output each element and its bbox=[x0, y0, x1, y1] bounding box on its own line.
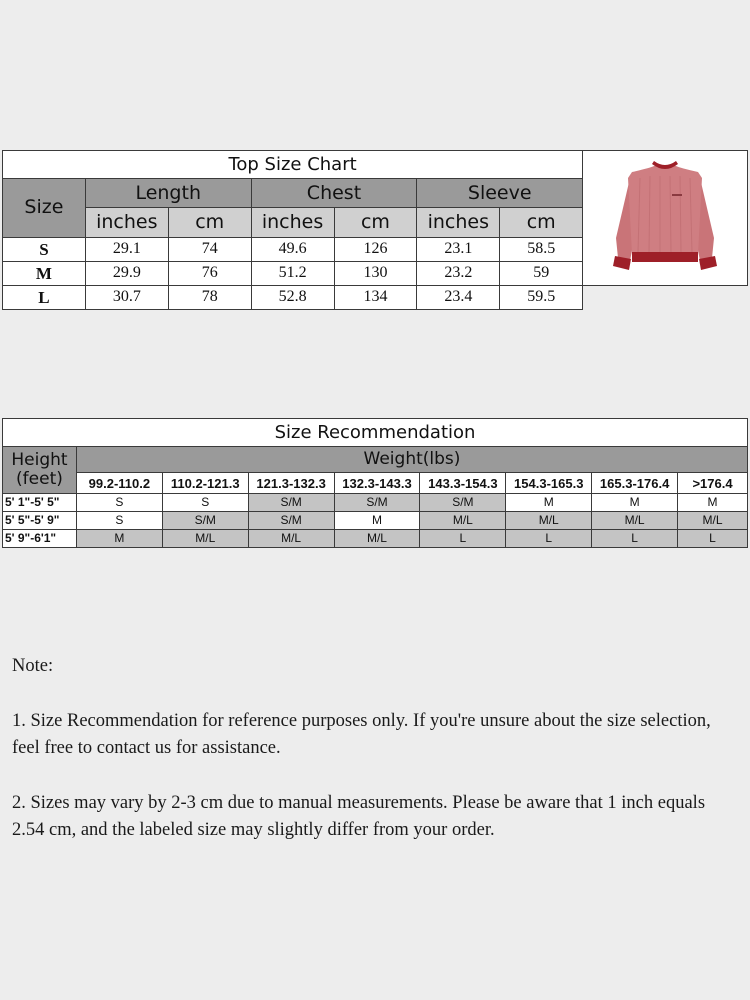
recommendation-title: Size Recommendation bbox=[3, 419, 748, 447]
sweatshirt-icon bbox=[610, 158, 720, 273]
size-label: S bbox=[3, 237, 86, 261]
weight-range-header: 110.2-121.3 bbox=[162, 473, 248, 493]
table-cell: 23.2 bbox=[417, 261, 500, 285]
notes-section bbox=[12, 653, 732, 872]
table-cell: 52.8 bbox=[251, 285, 334, 309]
height-range-label: 5' 9"-6'1" bbox=[3, 529, 77, 547]
size-header: Size bbox=[3, 179, 86, 237]
recommended-size-cell: M bbox=[334, 511, 420, 529]
table-cell: 59 bbox=[500, 261, 583, 285]
height-range-label: 5' 1"-5' 5" bbox=[3, 493, 77, 511]
weight-range-header: 165.3-176.4 bbox=[592, 473, 678, 493]
top-size-chart-table bbox=[2, 150, 748, 310]
size-chart-title: Top Size Chart bbox=[3, 151, 583, 179]
table-cell: 23.1 bbox=[417, 237, 500, 261]
size-label: L bbox=[3, 285, 86, 309]
unit-header: cm bbox=[334, 208, 417, 237]
table-cell: 29.9 bbox=[85, 261, 168, 285]
table-row bbox=[3, 511, 748, 529]
weight-range-header: 99.2-110.2 bbox=[76, 473, 162, 493]
recommended-size-cell: M bbox=[76, 529, 162, 547]
sleeve-header: Sleeve bbox=[417, 179, 583, 208]
height-header-line2: (feet) bbox=[16, 468, 63, 489]
recommended-size-cell: L bbox=[506, 529, 592, 547]
recommended-size-cell: M bbox=[506, 493, 592, 511]
table-row bbox=[3, 529, 748, 547]
recommended-size-cell: S/M bbox=[334, 493, 420, 511]
recommended-size-cell: L bbox=[420, 529, 506, 547]
note-item: 1. Size Recommendation for reference purposes only. If you're unsure about the size selection, feel free to contact us for assistance. bbox=[12, 711, 711, 758]
unit-header: cm bbox=[500, 208, 583, 237]
table-cell: 76 bbox=[168, 261, 251, 285]
unit-header: inches bbox=[251, 208, 334, 237]
table-cell: 29.1 bbox=[85, 237, 168, 261]
recommended-size-cell: M/L bbox=[248, 529, 334, 547]
recommended-size-cell: S bbox=[162, 493, 248, 511]
recommended-size-cell: M/L bbox=[506, 511, 592, 529]
size-label: M bbox=[3, 261, 86, 285]
weight-range-header: 132.3-143.3 bbox=[334, 473, 420, 493]
recommended-size-cell: S/M bbox=[162, 511, 248, 529]
table-cell: 30.7 bbox=[85, 285, 168, 309]
table-cell: 78 bbox=[168, 285, 251, 309]
weight-range-header: 143.3-154.3 bbox=[420, 473, 506, 493]
table-cell: 23.4 bbox=[417, 285, 500, 309]
height-header bbox=[3, 447, 77, 493]
table-cell: 134 bbox=[334, 285, 417, 309]
table-row bbox=[3, 493, 748, 511]
recommended-size-cell: L bbox=[592, 529, 678, 547]
weight-range-header: >176.4 bbox=[678, 473, 748, 493]
recommended-size-cell: M bbox=[678, 493, 748, 511]
product-image-cell bbox=[583, 151, 748, 286]
table-cell: 58.5 bbox=[500, 237, 583, 261]
recommended-size-cell: S/M bbox=[420, 493, 506, 511]
size-recommendation-table bbox=[2, 418, 748, 548]
recommended-size-cell: M bbox=[592, 493, 678, 511]
table-row bbox=[3, 285, 748, 309]
table-cell: 126 bbox=[334, 237, 417, 261]
table-cell: 51.2 bbox=[251, 261, 334, 285]
recommended-size-cell: M/L bbox=[592, 511, 678, 529]
weight-range-header: 154.3-165.3 bbox=[506, 473, 592, 493]
unit-header: inches bbox=[417, 208, 500, 237]
recommended-size-cell: M/L bbox=[334, 529, 420, 547]
length-header: Length bbox=[85, 179, 251, 208]
recommended-size-cell: S/M bbox=[248, 511, 334, 529]
recommended-size-cell: S bbox=[76, 511, 162, 529]
table-cell: 49.6 bbox=[251, 237, 334, 261]
height-header-line1: Height bbox=[11, 450, 68, 471]
recommended-size-cell: S bbox=[76, 493, 162, 511]
note-item: 2. Sizes may vary by 2-3 cm due to manual measurements. Please be aware that 1 inch equals 2.54 cm, and the labeled size may slightly differ from your order. bbox=[12, 793, 706, 840]
table-cell: 59.5 bbox=[500, 285, 583, 309]
recommended-size-cell: L bbox=[678, 529, 748, 547]
weight-range-header: 121.3-132.3 bbox=[248, 473, 334, 493]
recommended-size-cell: M/L bbox=[420, 511, 506, 529]
weight-header: Weight(lbs) bbox=[76, 447, 747, 473]
table-cell: 74 bbox=[168, 237, 251, 261]
height-range-label: 5' 5"-5' 9" bbox=[3, 511, 77, 529]
unit-header: cm bbox=[168, 208, 251, 237]
unit-header: inches bbox=[85, 208, 168, 237]
chest-header: Chest bbox=[251, 179, 417, 208]
notes-heading: Note: bbox=[12, 656, 54, 676]
recommended-size-cell: M/L bbox=[162, 529, 248, 547]
recommended-size-cell: S/M bbox=[248, 493, 334, 511]
recommended-size-cell: M/L bbox=[678, 511, 748, 529]
table-cell: 130 bbox=[334, 261, 417, 285]
